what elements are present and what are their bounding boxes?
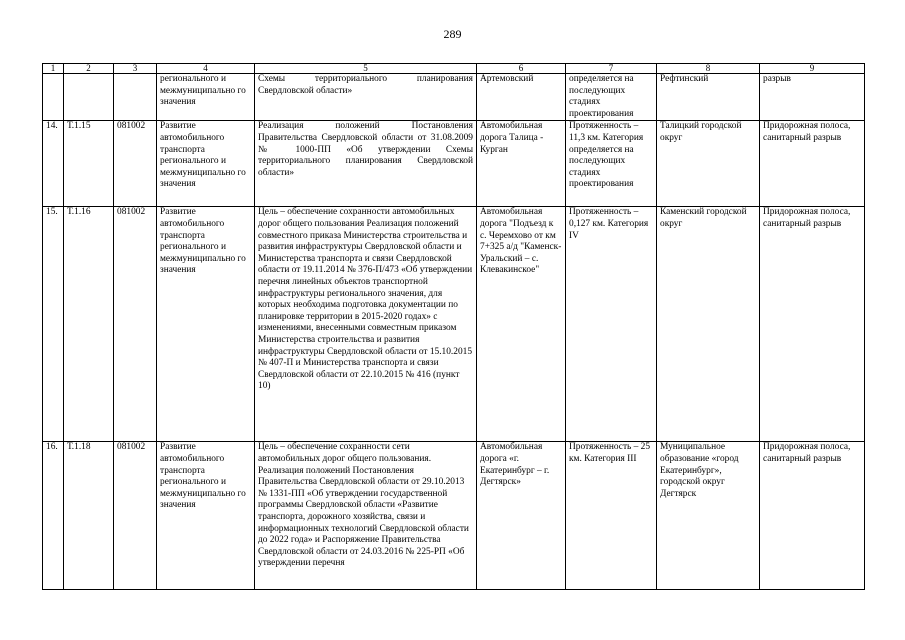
column-number: 8 [657,64,760,74]
table-row [43,207,865,442]
table-row [43,121,865,207]
column-number: 7 [566,64,657,74]
location-cell: Муниципальное образование «город Екатеринбург», городской округ Дегтярск [657,442,760,590]
column-number: 3 [114,64,157,74]
table-row [43,74,865,121]
row-number: 14. [43,121,64,207]
page-number: 289 [443,27,462,41]
column-number: 5 [255,64,477,74]
column-number: 4 [157,64,255,74]
column-number: 1 [43,64,64,74]
zone-cell: Придорожная полоса, санитарный разрыв [760,442,865,590]
purpose-cell: регионального и межмуниципально го значения [157,74,255,121]
character-cell: определяется на последующих стадиях проектирования [566,74,657,121]
column-numbers-row [43,64,865,74]
location-cell: Рефтинский [657,74,760,121]
purpose-cell: Развитие автомобильного транспорта регионального и межмуниципально го значения [157,207,255,442]
character-cell: Протяженность – 11,3 км. Категория определяется на последующих стадиях проектирования [566,121,657,207]
object-cell: Автомобильная дорога Талица - Курган [477,121,566,207]
purpose-cell: Развитие автомобильного транспорта регионального и межмуниципально го значения [157,442,255,590]
object-code: Т.1.18 [64,442,114,590]
purpose-cell: Развитие автомобильного транспорта регионального и межмуниципально го значения [157,121,255,207]
location-cell: Талицкий городской округ [657,121,760,207]
row-number: 15. [43,207,64,442]
classifier-code: 081002 [114,207,157,442]
zone-cell: разрыв [760,74,865,121]
zone-cell: Придорожная полоса, санитарный разрыв [760,207,865,442]
row-number: 16. [43,442,64,590]
basis-cell: Цель – обеспечение сохранности автомобильных дорог общего пользования Реализация положений совместного приказа Министерства строительства и развития инфраструктуры Свердловской области и Министерства транспорта и связи Свердловской области от 19.11.2014 № 376-П/473 «Об утверждении перечня линейных объектов транспортной инфраструктуры регионального значения, для которых необходима подготовка документации по планировке территории в 2015-2020 годах» с изменениями, внесенными совместным приказом Министерства строительства и развития инфраструктуры Свердловской области от 15.10.2015 № 407-П и Министерства транспорта и связи Свердловской области от 22.10.2015 № 416 (пункт 10) [255,207,477,442]
row-number [43,74,64,121]
classifier-code: 081002 [114,121,157,207]
object-code [64,74,114,121]
object-cell: Автомобильная дорога «г. Екатеринбург – г. Дегтярск» [477,442,566,590]
location-cell: Каменский городской округ [657,207,760,442]
column-number: 2 [64,64,114,74]
zone-cell: Придорожная полоса, санитарный разрыв [760,121,865,207]
classifier-code [114,74,157,121]
object-code: Т.1.15 [64,121,114,207]
basis-cell: Цель – обеспечение сохранности сети автомобильных дорог общего пользования. Реализация положений Постановления Правительства Свердловской области от 29.10.2013 № 1331-ПП «Об утверждении государственной программы Свердловской области «Развитие транспорта, дорожного хозяйства, связи и информационных технологий Свердловской области до 2022 года» и Распоряжение Правительства Свердловской области от 24.03.2016 № 225-РП «Об утверждении перечня [255,442,477,590]
basis-cell: Схемы территориального планирования Свердловской области» [255,74,477,121]
table-row [43,442,865,590]
planning-table [42,63,865,590]
classifier-code: 081002 [114,442,157,590]
column-number: 6 [477,64,566,74]
column-number: 9 [760,64,865,74]
character-cell: Протяженность – 0,127 км. Категория IV [566,207,657,442]
object-cell: Автомобильная дорога "Подъезд к с. Черемхово от км 7+325 а/д "Каменск-Уральский – с. Клевакинское" [477,207,566,442]
object-code: Т.1.16 [64,207,114,442]
basis-cell: Реализация положений Постановления Правительства Свердловской области от 31.08.2009 № 1000-ПП «Об утверждении Схемы территориального планирования Свердловской области» [255,121,477,207]
character-cell: Протяженность – 25 км. Категория III [566,442,657,590]
object-cell: Артемовский [477,74,566,121]
